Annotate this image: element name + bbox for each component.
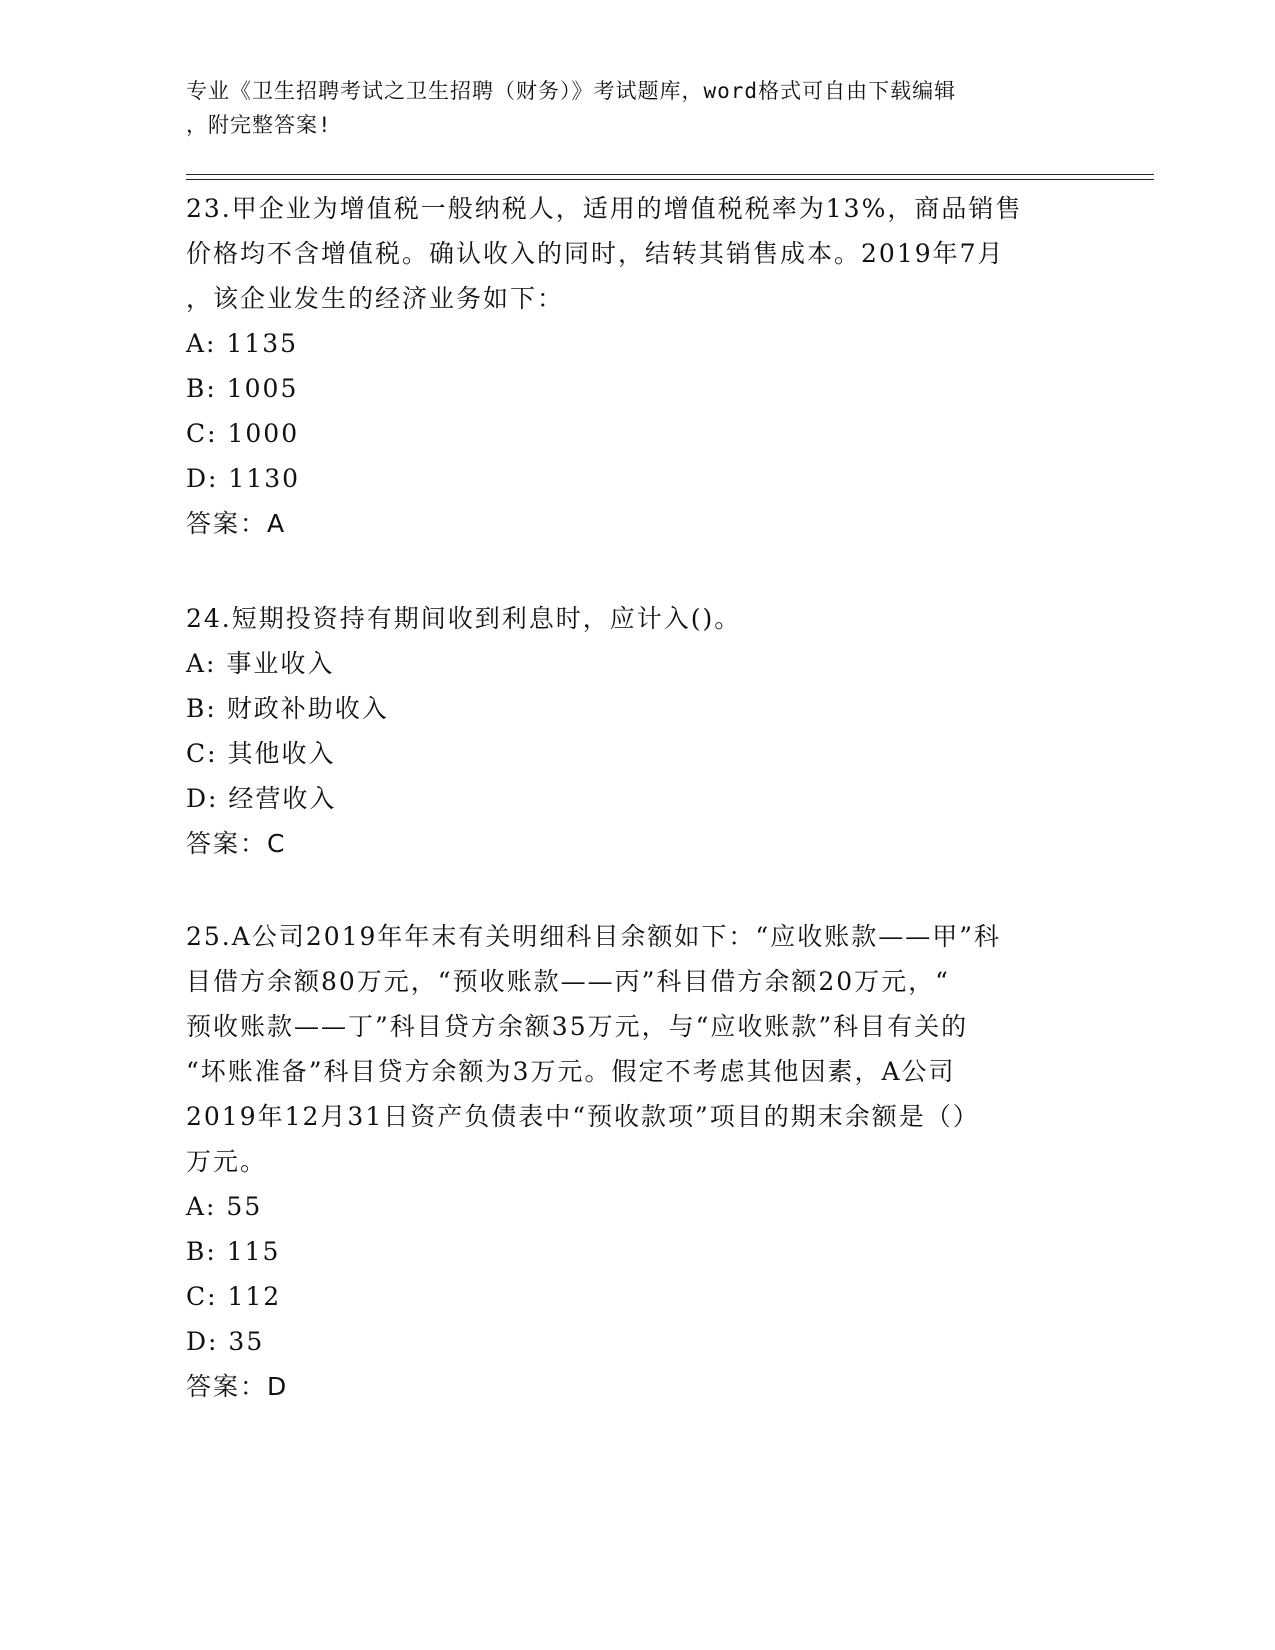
- question-23: [186, 186, 1086, 546]
- question-stem-line: 25.A公司2019年年末有关明细科目余额如下：“应收账款——甲”科: [186, 922, 1001, 951]
- question-25: [186, 914, 1086, 1409]
- question-stem-line: 预收账款——丁”科目贷方余额35万元，与“应收账款”科目有关的: [186, 1012, 969, 1041]
- answer: 答案：C: [186, 829, 287, 858]
- option-b: B: 1005: [186, 374, 299, 403]
- option-c: C: 1000: [186, 419, 300, 448]
- answer: 答案：A: [186, 509, 287, 538]
- option-c: C: 112: [186, 1282, 282, 1311]
- question-stem-line: 目借方余额80万元，“预收账款——丙”科目借方余额20万元，“: [186, 967, 950, 996]
- option-b: B: 财政补助收入: [186, 694, 389, 723]
- header-line-1: 专业《卫生招聘考试之卫生招聘（财务）》考试题库，word格式可自由下载编辑: [186, 79, 957, 103]
- question-stem-line: 24.短期投资持有期间收到利息时，应计入()。: [186, 604, 742, 633]
- question-stem-line: ，该企业发生的经济业务如下：: [186, 284, 565, 313]
- question-24: [186, 596, 1086, 866]
- header-line-2: ，附完整答案!: [186, 113, 332, 137]
- option-d: D: 35: [186, 1327, 265, 1356]
- option-b: B: 115: [186, 1237, 281, 1266]
- question-stem-line: 23.甲企业为增值税一般纳税人，适用的增值税税率为13%，商品销售: [186, 194, 1023, 223]
- option-d: D: 经营收入: [186, 784, 337, 813]
- header-divider-top: [186, 174, 1154, 175]
- question-stem-line: 万元。: [186, 1147, 268, 1176]
- option-a: A: 55: [186, 1192, 263, 1221]
- header-divider-bottom: [186, 179, 1154, 180]
- option-d: D: 1130: [186, 464, 301, 493]
- question-stem-line: 价格均不含增值税。确认收入的同时，结转其销售成本。2019年7月: [186, 239, 1005, 268]
- option-a: A: 事业收入: [186, 649, 335, 678]
- question-stem-line: 2019年12月31日资产负债表中“预收款项”项目的期末余额是（）: [186, 1102, 980, 1131]
- question-stem-line: “坏账准备”科目贷方余额为3万元。假定不考虑其他因素，A公司: [186, 1057, 956, 1086]
- option-a: A: 1135: [186, 329, 299, 358]
- answer: 答案：D: [186, 1372, 289, 1401]
- document-header: [186, 74, 1066, 142]
- option-c: C: 其他收入: [186, 739, 336, 768]
